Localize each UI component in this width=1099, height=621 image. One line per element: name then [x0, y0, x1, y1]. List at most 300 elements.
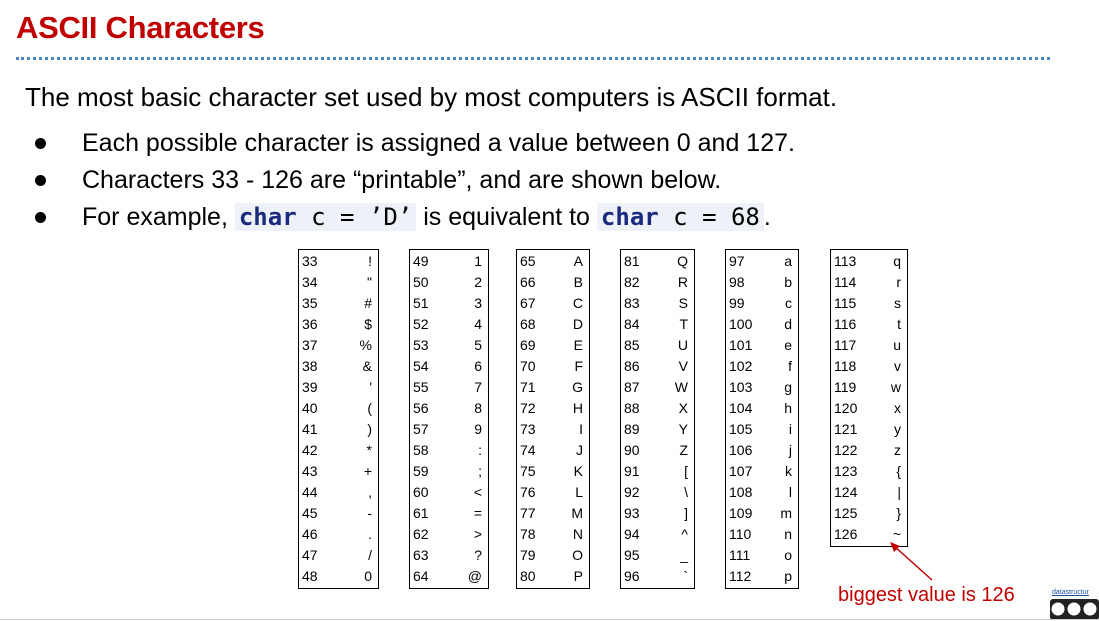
logo-label: datastructur [1052, 589, 1089, 596]
ascii-char: M [571, 505, 583, 521]
ascii-char: $ [364, 316, 372, 332]
ascii-row [726, 335, 798, 356]
ascii-code: 125 [834, 505, 858, 521]
annotation-biggest-value: biggest value is 126 [838, 584, 1015, 606]
ascii-char: > [473, 526, 482, 542]
ascii-char: = [473, 505, 482, 521]
ascii-char: ? [474, 547, 482, 563]
ascii-code: 40 [302, 400, 318, 416]
ascii-char: G [572, 379, 583, 395]
ascii-char: u [893, 337, 901, 353]
ascii-char: Y [678, 421, 688, 437]
ascii-char: / [368, 547, 372, 563]
ascii-row [517, 356, 589, 377]
ascii-code: 108 [729, 484, 753, 500]
ascii-row [410, 461, 488, 482]
ascii-table-4 [620, 249, 695, 589]
ascii-row [299, 482, 378, 503]
arrow-icon [888, 540, 938, 584]
bullet-list [32, 126, 795, 237]
ascii-row [831, 461, 907, 482]
ascii-code: 69 [520, 337, 536, 353]
ascii-code: 39 [302, 379, 318, 395]
ascii-row [831, 272, 907, 293]
ascii-code: 62 [413, 526, 429, 542]
ascii-code: 121 [834, 421, 858, 437]
ascii-char: P [573, 568, 583, 584]
ascii-row [517, 398, 589, 419]
ascii-code: 100 [729, 316, 753, 332]
bullet-text: Each possible character is assigned a value between 0 and 127. [82, 129, 795, 157]
example-suffix: . [763, 203, 771, 231]
ascii-char: { [896, 463, 901, 479]
ascii-char: % [359, 337, 372, 353]
ascii-row [517, 419, 589, 440]
ascii-code: 37 [302, 337, 318, 353]
ascii-char: k [785, 463, 792, 479]
ascii-char: } [896, 505, 901, 521]
ascii-code: 104 [729, 400, 753, 416]
code-keyword: char [238, 203, 297, 231]
ascii-code: 55 [413, 379, 429, 395]
ascii-code: 58 [413, 442, 429, 458]
ascii-code: 105 [729, 421, 753, 437]
ascii-char: e [784, 337, 792, 353]
ascii-code: 54 [413, 358, 429, 374]
ascii-char: X [678, 400, 688, 416]
ascii-row [831, 377, 907, 398]
ascii-code: 74 [520, 442, 536, 458]
ascii-row [410, 440, 488, 461]
ascii-code: 87 [624, 379, 640, 395]
ascii-row [299, 335, 378, 356]
ascii-code: 67 [520, 295, 536, 311]
ascii-char: 4 [474, 316, 482, 332]
ascii-row [299, 440, 378, 461]
ascii-table-5 [725, 249, 799, 589]
ascii-code: 91 [624, 463, 640, 479]
ascii-char: d [784, 316, 792, 332]
ascii-table-2 [409, 249, 489, 589]
ascii-char: n [784, 526, 792, 542]
ascii-row [621, 545, 694, 566]
ascii-char: ) [367, 421, 372, 437]
ascii-row [517, 524, 589, 545]
ascii-code: 111 [729, 547, 751, 563]
ascii-code: 88 [624, 400, 640, 416]
ascii-code: 81 [624, 253, 640, 269]
ascii-code: 83 [624, 295, 640, 311]
ascii-char: - [367, 505, 372, 521]
ascii-row [410, 545, 488, 566]
ascii-char: . [368, 526, 372, 542]
ascii-char: [ [684, 463, 688, 479]
ascii-row [621, 566, 694, 587]
ascii-char: 7 [474, 379, 482, 395]
ascii-row [410, 482, 488, 503]
ascii-row [831, 503, 907, 524]
ascii-row [410, 377, 488, 398]
ascii-code: 113 [834, 253, 857, 269]
ascii-code: 94 [624, 526, 640, 542]
ascii-row [621, 314, 694, 335]
ascii-char: 2 [474, 274, 482, 290]
ascii-code: 72 [520, 400, 536, 416]
ascii-code: 34 [302, 274, 318, 290]
ascii-row [299, 314, 378, 335]
ascii-char: & [362, 358, 372, 374]
ascii-code: 57 [413, 421, 429, 437]
ascii-row [517, 482, 589, 503]
ascii-code: 71 [520, 379, 536, 395]
ascii-row [726, 482, 798, 503]
ascii-code: 73 [520, 421, 536, 437]
ascii-row [621, 335, 694, 356]
ascii-char: R [677, 274, 688, 290]
bullet-item [32, 126, 795, 163]
ascii-char: @ [467, 568, 482, 584]
ascii-code: 59 [413, 463, 429, 479]
ascii-char: C [572, 295, 583, 311]
ascii-code: 93 [624, 505, 640, 521]
ascii-char: ~ [892, 526, 901, 542]
ascii-char: N [572, 526, 583, 542]
ascii-code: 99 [729, 295, 745, 311]
slide-title: ASCII Characters [16, 10, 265, 45]
ascii-char: B [573, 274, 583, 290]
ascii-row [517, 566, 589, 587]
ascii-row [726, 314, 798, 335]
ascii-row [299, 461, 378, 482]
ascii-char: W [674, 379, 688, 395]
ascii-row [410, 419, 488, 440]
ascii-row [726, 524, 798, 545]
intro-text: The most basic character set used by most computers is ASCII format. [25, 82, 838, 112]
ascii-char: y [894, 421, 901, 437]
ascii-row [726, 251, 798, 272]
ascii-table-1 [298, 249, 379, 589]
ascii-char: | [897, 484, 901, 500]
ascii-code: 75 [520, 463, 536, 479]
ascii-char: j [788, 442, 792, 458]
ascii-row [831, 482, 907, 503]
ascii-code: 76 [520, 484, 536, 500]
ascii-row [621, 356, 694, 377]
ascii-row [621, 251, 694, 272]
code-rest: c = 68 [658, 203, 760, 231]
ascii-char: h [784, 400, 792, 416]
ascii-code: 50 [413, 274, 429, 290]
ascii-code: 109 [729, 505, 753, 521]
ascii-code: 117 [834, 337, 857, 353]
ascii-char: ` [683, 568, 688, 584]
ascii-row [299, 398, 378, 419]
example-prefix: For example, [82, 203, 228, 231]
bullet-item-example [32, 200, 795, 237]
ascii-char: i [788, 421, 792, 437]
ascii-char: t [897, 316, 901, 332]
bottom-divider [0, 619, 1099, 620]
ascii-char: A [573, 253, 583, 269]
ascii-row [726, 398, 798, 419]
ascii-row [517, 251, 589, 272]
ascii-code: 49 [413, 253, 429, 269]
ascii-code: 44 [302, 484, 318, 500]
ascii-code: 110 [729, 526, 752, 542]
ascii-char: ( [367, 400, 372, 416]
ascii-row [299, 419, 378, 440]
ascii-char: 0 [364, 568, 372, 584]
ascii-char: + [363, 463, 372, 479]
ascii-code: 64 [413, 568, 429, 584]
ascii-code: 46 [302, 526, 318, 542]
ascii-char: s [894, 295, 901, 311]
ascii-row [621, 293, 694, 314]
ascii-row [831, 314, 907, 335]
ascii-char: g [784, 379, 792, 395]
ascii-code: 63 [413, 547, 429, 563]
ascii-char: D [572, 316, 583, 332]
ascii-code: 122 [834, 442, 858, 458]
code-snippet-char-d [235, 203, 416, 231]
ascii-char: w [890, 379, 901, 395]
code-keyword: char [600, 203, 659, 231]
ascii-char: K [573, 463, 583, 479]
ascii-code: 45 [302, 505, 318, 521]
ascii-char: f [788, 358, 792, 374]
ascii-code: 85 [624, 337, 640, 353]
ascii-row [621, 482, 694, 503]
creative-commons-logo-icon [1050, 590, 1099, 620]
ascii-char: 1 [474, 253, 482, 269]
ascii-char: x [894, 400, 901, 416]
ascii-row [299, 503, 378, 524]
ascii-code: 56 [413, 400, 429, 416]
ascii-row [410, 566, 488, 587]
ascii-code: 78 [520, 526, 536, 542]
ascii-char: 5 [474, 337, 482, 353]
ascii-code: 116 [834, 316, 857, 332]
ascii-code: 92 [624, 484, 640, 500]
ascii-char: I [579, 421, 583, 437]
ascii-row [621, 377, 694, 398]
ascii-row [726, 293, 798, 314]
ascii-row [517, 335, 589, 356]
ascii-char: " [367, 274, 372, 290]
ascii-char: _ [680, 547, 688, 563]
ascii-code: 120 [834, 400, 858, 416]
ascii-char: T [679, 316, 688, 332]
ascii-row [299, 251, 378, 272]
ascii-row [726, 566, 798, 587]
ascii-code: 102 [729, 358, 753, 374]
ascii-char: ! [368, 253, 372, 269]
ascii-row [517, 503, 589, 524]
ascii-char: 8 [474, 400, 482, 416]
ascii-code: 70 [520, 358, 536, 374]
ascii-code: 96 [624, 568, 640, 584]
ascii-code: 68 [520, 316, 536, 332]
ascii-char: < [473, 484, 482, 500]
ascii-code: 48 [302, 568, 318, 584]
ascii-code: 124 [834, 484, 858, 500]
ascii-row [517, 440, 589, 461]
ascii-row [299, 545, 378, 566]
ascii-code: 119 [834, 379, 857, 395]
ascii-char: c [785, 295, 792, 311]
ascii-char: L [575, 484, 583, 500]
ascii-code: 79 [520, 547, 536, 563]
ascii-row [621, 461, 694, 482]
ascii-row [621, 398, 694, 419]
ascii-row [517, 377, 589, 398]
ascii-char: V [678, 358, 688, 374]
ascii-code: 33 [302, 253, 318, 269]
ascii-row [831, 335, 907, 356]
ascii-code: 61 [413, 505, 429, 521]
ascii-row [831, 251, 907, 272]
ascii-char: Q [677, 253, 688, 269]
bullet-dot-icon [35, 175, 46, 186]
ascii-code: 90 [624, 442, 640, 458]
ascii-char: a [784, 253, 792, 269]
code-rest: c = ’D’ [296, 203, 413, 231]
ascii-char: J [576, 442, 583, 458]
ascii-code: 60 [413, 484, 429, 500]
ascii-code: 77 [520, 505, 536, 521]
ascii-row [621, 524, 694, 545]
ascii-code: 47 [302, 547, 318, 563]
ascii-code: 36 [302, 316, 318, 332]
ascii-code: 107 [729, 463, 753, 479]
ascii-char: r [896, 274, 901, 290]
ascii-row [299, 356, 378, 377]
ascii-table-3 [516, 249, 590, 589]
bullet-dot-icon [35, 138, 46, 149]
ascii-row [831, 356, 907, 377]
ascii-code: 89 [624, 421, 640, 437]
ascii-code: 126 [834, 526, 858, 542]
ascii-row [517, 314, 589, 335]
ascii-row [621, 272, 694, 293]
ascii-code: 52 [413, 316, 429, 332]
ascii-code: 51 [413, 295, 429, 311]
ascii-row [831, 440, 907, 461]
ascii-row [831, 419, 907, 440]
ascii-char: ; [478, 463, 482, 479]
ascii-table-6 [830, 249, 908, 547]
example-middle: is equivalent to [423, 203, 590, 231]
ascii-row [410, 293, 488, 314]
ascii-char: : [478, 442, 482, 458]
ascii-row [517, 461, 589, 482]
ascii-char: U [677, 337, 688, 353]
ascii-row [410, 335, 488, 356]
ascii-char: 3 [474, 295, 482, 311]
ascii-char: * [366, 442, 372, 458]
ascii-row [410, 398, 488, 419]
ascii-row [726, 272, 798, 293]
ascii-row [410, 314, 488, 335]
ascii-row [299, 377, 378, 398]
ascii-char: \ [684, 484, 688, 500]
ascii-code: 65 [520, 253, 536, 269]
ascii-code: 80 [520, 568, 536, 584]
ascii-code: 82 [624, 274, 640, 290]
code-snippet-char-68 [597, 203, 764, 231]
ascii-row [726, 377, 798, 398]
ascii-row [621, 440, 694, 461]
ascii-char: Z [679, 442, 688, 458]
ascii-row [410, 356, 488, 377]
ascii-code: 35 [302, 295, 318, 311]
ascii-code: 97 [729, 253, 745, 269]
ascii-code: 98 [729, 274, 745, 290]
ascii-row [726, 356, 798, 377]
ascii-row [726, 545, 798, 566]
bullet-dot-icon [35, 212, 46, 223]
ascii-code: 84 [624, 316, 640, 332]
ascii-row [621, 503, 694, 524]
ascii-char: E [573, 337, 583, 353]
ascii-row [726, 503, 798, 524]
ascii-row [517, 293, 589, 314]
ascii-char: l [788, 484, 792, 500]
ascii-char: z [894, 442, 901, 458]
ascii-row [410, 503, 488, 524]
ascii-code: 41 [302, 421, 318, 437]
ascii-row [517, 272, 589, 293]
ascii-code: 103 [729, 379, 753, 395]
ascii-code: 114 [834, 274, 857, 290]
ascii-row [299, 524, 378, 545]
ascii-char: 6 [474, 358, 482, 374]
ascii-row [726, 419, 798, 440]
ascii-code: 118 [834, 358, 857, 374]
ascii-char: ] [684, 505, 688, 521]
ascii-char: ' [369, 379, 372, 395]
ascii-code: 66 [520, 274, 536, 290]
ascii-code: 106 [729, 442, 753, 458]
ascii-code: 112 [729, 568, 752, 584]
ascii-row [299, 293, 378, 314]
bullet-text: Characters 33 - 126 are “printable”, and are shown below. [82, 166, 722, 194]
ascii-row [410, 524, 488, 545]
ascii-code: 42 [302, 442, 318, 458]
ascii-char: , [368, 484, 372, 500]
ascii-code: 38 [302, 358, 318, 374]
ascii-row [410, 272, 488, 293]
ascii-char: q [893, 253, 901, 269]
ascii-char: b [784, 274, 792, 290]
ascii-code: 123 [834, 463, 858, 479]
ascii-char: ^ [681, 526, 688, 542]
ascii-row [831, 293, 907, 314]
ascii-row [410, 251, 488, 272]
ascii-char: v [894, 358, 901, 374]
ascii-code: 101 [729, 337, 753, 353]
ascii-row [831, 398, 907, 419]
ascii-char: p [784, 568, 792, 584]
ascii-code: 95 [624, 547, 640, 563]
title-divider [16, 57, 1050, 60]
ascii-code: 53 [413, 337, 429, 353]
ascii-char: F [574, 358, 583, 374]
ascii-char: H [572, 400, 583, 416]
bullet-item [32, 163, 795, 200]
ascii-char: O [572, 547, 583, 563]
ascii-char: # [364, 295, 372, 311]
